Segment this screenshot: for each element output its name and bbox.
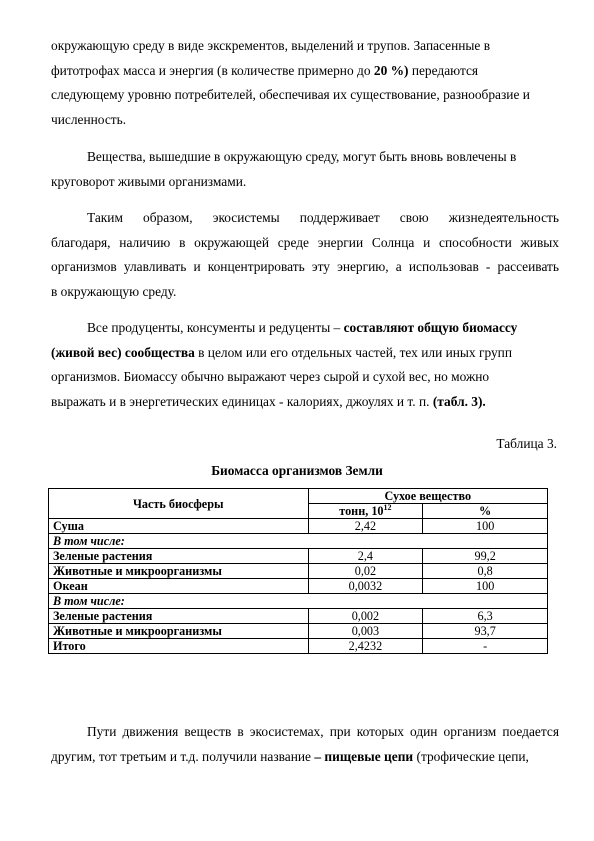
- row-pct: 93,7: [423, 624, 548, 639]
- bold-span: (живой вес) сообщества: [51, 344, 195, 360]
- table-header-row: [49, 489, 548, 504]
- row-label: Зеленые растения: [49, 549, 309, 564]
- row-pct: 0,8: [423, 564, 548, 579]
- table-title: Биомасса организмов Земли: [211, 463, 383, 478]
- row-label: Зеленые растения: [49, 609, 309, 624]
- text-line: Таким образом, экосистемы поддерживает свою жизнедеятельность: [87, 210, 559, 225]
- row-tons: 2,42: [308, 519, 423, 534]
- text-line: [51, 316, 559, 341]
- text-line: [51, 390, 559, 415]
- row-tons: 0,0032: [308, 579, 423, 594]
- text-line: следующему уровню потребителей, обеспечивая их существование, разнообразие и: [51, 87, 530, 102]
- text-span: фитотрофах масса и энергия (в количестве примерно до: [51, 62, 374, 78]
- row-label: Итого: [49, 639, 309, 654]
- row-tons: 0,002: [308, 609, 423, 624]
- row-label: Океан: [49, 579, 309, 594]
- header-part: Часть биосферы: [49, 489, 309, 519]
- header-tons-exponent: 12: [383, 503, 392, 512]
- row-pct: 99,2: [423, 549, 548, 564]
- row-pct: 100: [423, 519, 548, 534]
- row-pct: 6,3: [423, 609, 548, 624]
- text-span: Все продуценты, консументы и редуценты –: [87, 320, 344, 335]
- text-line: в окружающую среду.: [51, 283, 177, 299]
- bold-span: (табл. 3).: [432, 393, 486, 409]
- paragraph-3: [51, 206, 559, 304]
- text-line: [51, 59, 559, 84]
- text-span: выражать и в энергетических единицах - калориях, джоулях и т. п.: [51, 393, 433, 409]
- row-tons: 2,4: [308, 549, 423, 564]
- text-line: круговорот живыми организмами.: [51, 173, 247, 189]
- row-label: Животные и микроорганизмы: [49, 564, 309, 579]
- bold-span: составляют общую биомассу: [343, 320, 518, 335]
- text-line: численность.: [51, 111, 127, 127]
- bold-span: – пищевые цепи: [314, 748, 414, 764]
- paragraph-5: [51, 720, 559, 769]
- table-row: [49, 579, 548, 594]
- text-line: организмов. Биомассу обычно выражают через сырой и сухой вес, но можно: [51, 369, 490, 384]
- text-line: Вещества, вышедшие в окружающую среду, могут быть вновь вовлечены в: [87, 149, 517, 164]
- header-dry: Сухое вещество: [308, 489, 547, 504]
- row-subheading: В том числе:: [49, 594, 548, 609]
- text-span: другим, тот третьим и т.д. получили название: [51, 748, 315, 764]
- text-line: [51, 341, 559, 366]
- table-row: [49, 609, 548, 624]
- table-row: [49, 594, 548, 609]
- row-label: Суша: [49, 519, 309, 534]
- header-tons-text: тонн, 10: [339, 504, 384, 518]
- biomass-table: [48, 488, 548, 654]
- row-tons: 0,003: [308, 624, 423, 639]
- row-tons: 2,4232: [308, 639, 423, 654]
- row-pct: -: [423, 639, 548, 654]
- table-row: [49, 549, 548, 564]
- text-line: [51, 745, 559, 770]
- paragraph-2: [51, 145, 559, 194]
- text-span: передаются: [408, 62, 479, 78]
- text-line: Пути движения веществ в экосистемах, при которых один организм поедается: [87, 724, 559, 739]
- text-line: окружающую среду в виде экскрементов, выделений и трупов. Запасенные в: [51, 38, 491, 53]
- paragraph-4: [51, 316, 559, 414]
- header-tons: [308, 504, 423, 519]
- row-label: Животные и микроорганизмы: [49, 624, 309, 639]
- text-line: благодаря, наличию в окружающей среде энергии Солнца и способности живых: [51, 234, 559, 250]
- row-subheading: В том числе:: [49, 534, 548, 549]
- text-span: (трофические цепи,: [413, 748, 529, 764]
- paragraph-1: [51, 34, 559, 132]
- table-row: [49, 519, 548, 534]
- table-row: [49, 624, 548, 639]
- text-span: в целом или его отдельных частей, тех или иных групп: [194, 344, 513, 360]
- row-tons: 0,02: [308, 564, 423, 579]
- table-row: [49, 534, 548, 549]
- table-row: [49, 639, 548, 654]
- table-row: [49, 564, 548, 579]
- bold-span: 20 %): [373, 62, 409, 78]
- row-pct: 100: [423, 579, 548, 594]
- table-caption: Таблица 3.: [496, 436, 557, 451]
- text-line: организмов улавливать и концентрировать эту энергию, а использовав - рассеивать: [51, 259, 559, 274]
- header-pct: %: [423, 504, 548, 519]
